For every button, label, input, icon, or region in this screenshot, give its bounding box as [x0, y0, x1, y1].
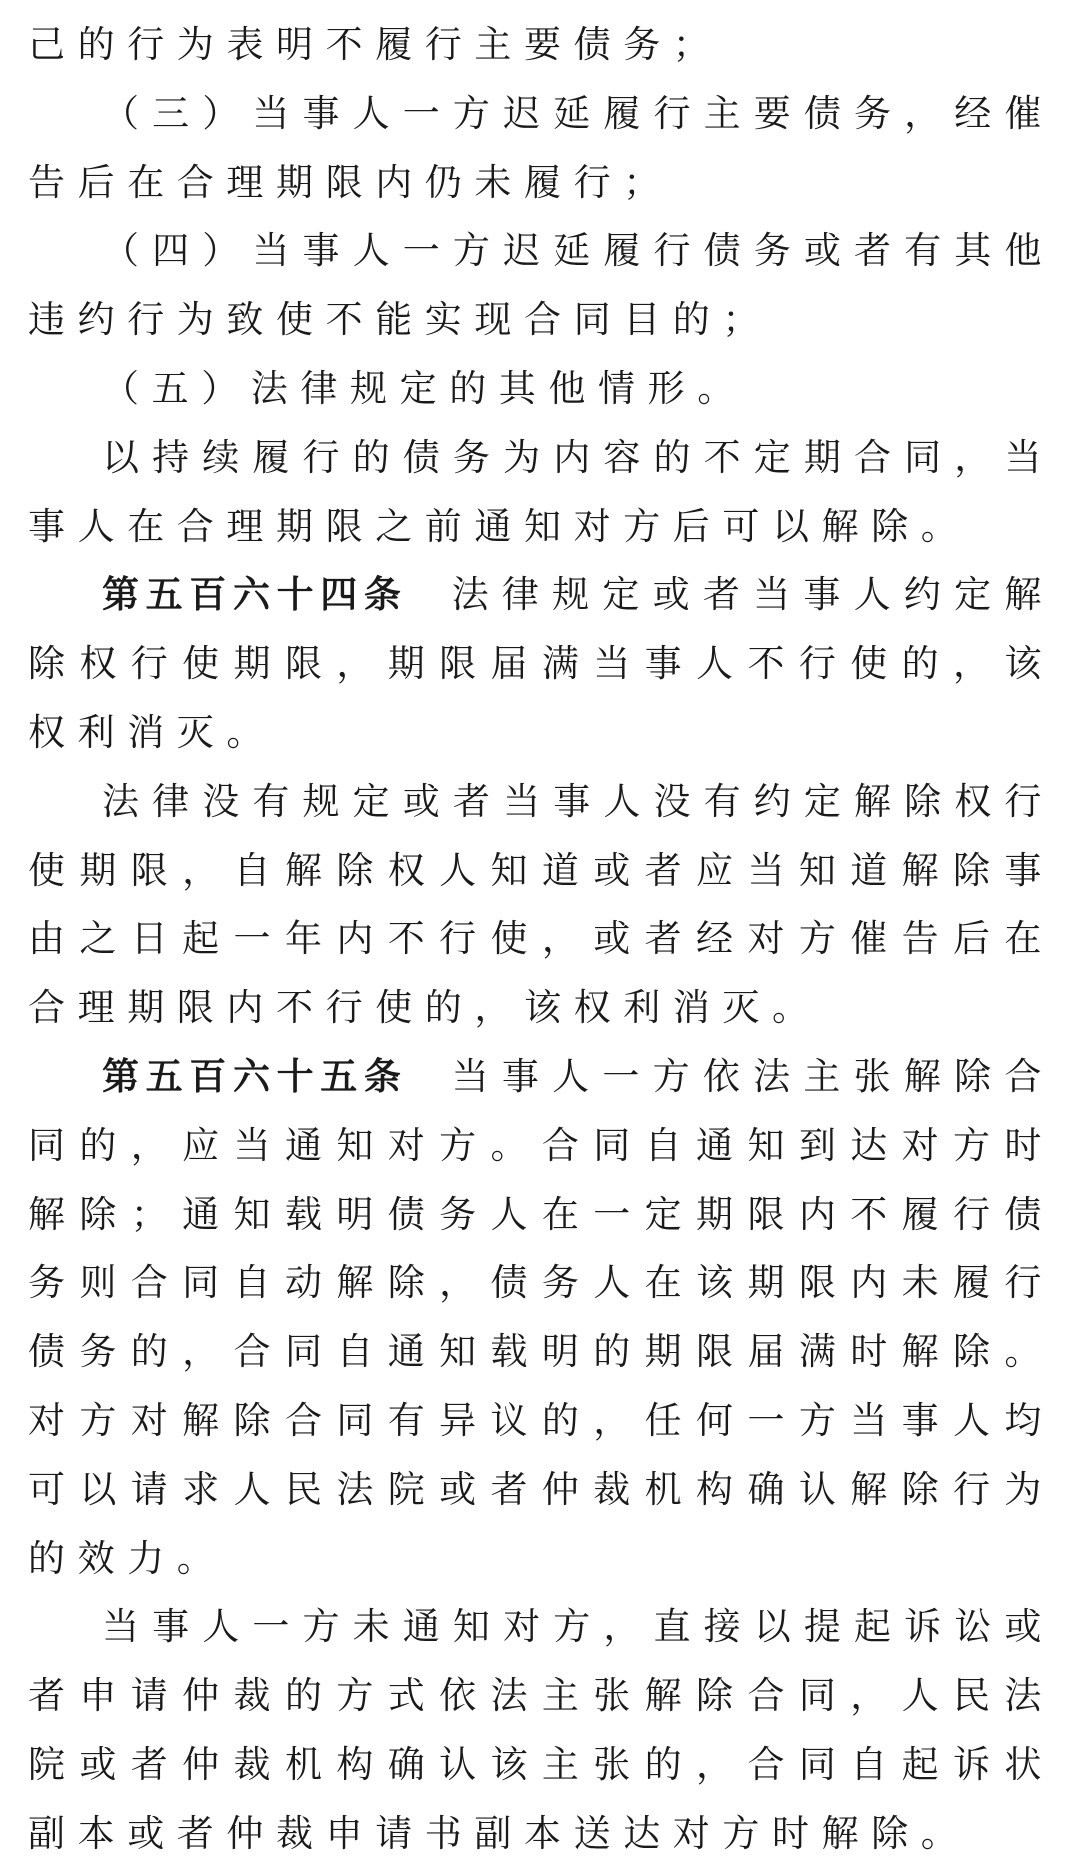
article-text: 法律规定或者当事人约定解除权行使期限，期限届满当事人不行使的，该权利消灭。: [28, 573, 1055, 754]
document-page: [0, 11, 1080, 1855]
paragraph-indefinite-contract: [28, 424, 1054, 562]
article-565: [28, 1043, 1054, 1593]
paragraph-text: （五）法律规定的其他情形。: [102, 366, 747, 410]
paragraph-text: 当事人一方未通知对方，直接以提起诉讼或者申请仲裁的方式依法主张解除合同，人民法院或者仲裁机构确认该主张的，合同自起诉状副本或者仲裁申请书副本送达对方时解除。: [28, 1605, 1054, 1855]
paragraph-item-four: [28, 217, 1054, 355]
article-564-paragraph-2: [28, 768, 1054, 1043]
paragraph-text: （四）当事人一方迟延履行债务或者有其他违约行为致使不能实现合同目的；: [28, 229, 1054, 342]
paragraph-text: 己的行为表明不履行主要债务；: [28, 23, 723, 66]
article-number: 第五百六十四条: [102, 573, 408, 617]
paragraph-text: 以持续履行的债务为内容的不定期合同，当事人在合理期限之前通知对方后可以解除。: [28, 435, 1054, 548]
paragraph-text: （三）当事人一方迟延履行主要债务，经催告后在合理期限内仍未履行；: [28, 91, 1054, 204]
paragraph-item-three: [28, 80, 1054, 218]
article-number: 第五百六十五条: [102, 1054, 408, 1098]
paragraph-item-five: [28, 355, 1054, 424]
paragraph-continuation: [28, 11, 1054, 80]
article-564: [28, 561, 1054, 767]
paragraph-text: 法律没有规定或者当事人没有约定解除权行使期限，自解除权人知道或者应当知道解除事由之日起一年内不行使，或者经对方催告后在合理期限内不行使的，该权利消灭。: [28, 779, 1054, 1030]
article-text: 当事人一方依法主张解除合同的，应当通知对方。合同自通知到达对方时解除；通知载明债务人在一定期限内不履行债务则合同自动解除，债务人在该期限内未履行债务的，合同自通知载明的期限届满时解除。对方对解除合同有异议的，任何一方当事人均可以请求人民法院或者仲裁机构确认解除行为的效力。: [28, 1054, 1055, 1580]
article-565-paragraph-2: [28, 1593, 1054, 1868]
